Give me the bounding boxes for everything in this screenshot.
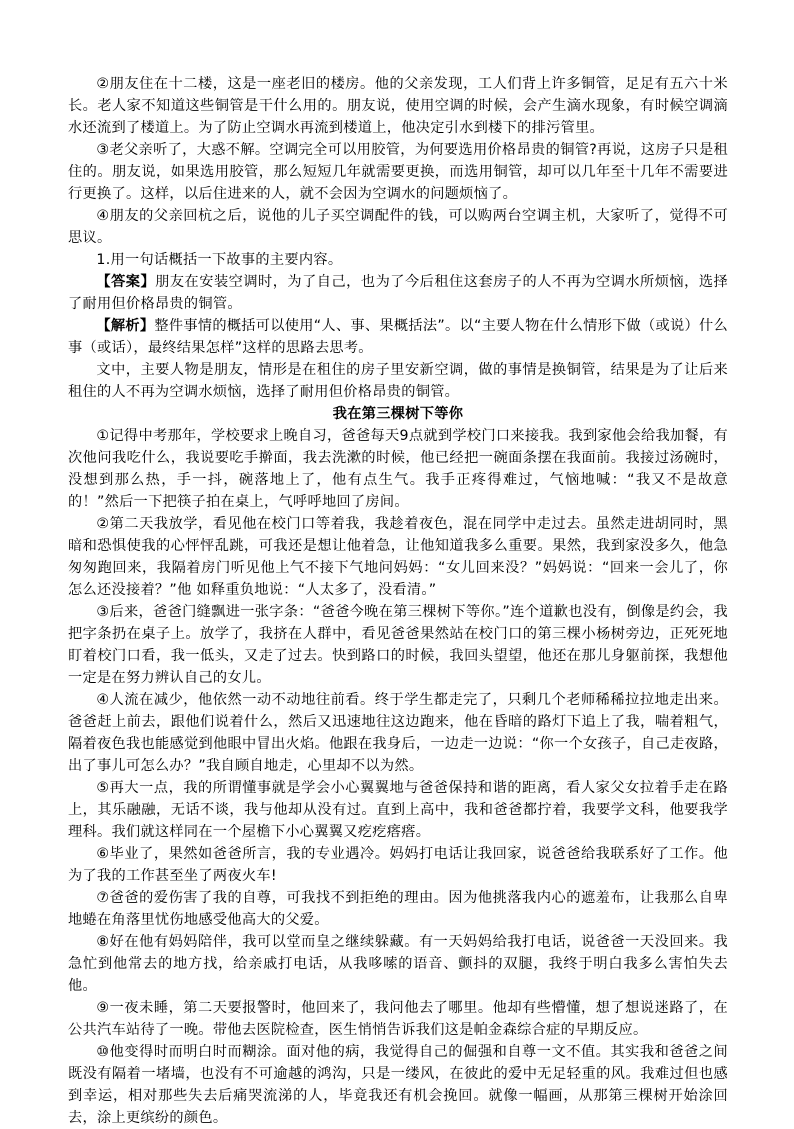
paragraph-4: ④朋友的父亲回杭之后，说他的儿子买空调配件的钱，可以购两台空调主机，大家听了，觉得不可思议。 [68,208,728,246]
story-paragraph-8: ⑧好在他有妈妈陪伴，我可以堂而皇之继续躲藏。有一天妈妈给我打电话，说爸爸一天没回来。我急忙到他常去的地方找，给亲戚打电话，从我哆嗦的语音、颤抖的双腿，我终于明白我多么害怕失去他。 [68,934,728,994]
document-page [68,73,728,1129]
story-paragraph-6: ⑥毕业了，果然如爸爸所言，我的专业遇冷。妈妈打电话让我回家，说爸爸给我联系好了工作。他为了我的工作甚至坐了两夜火车! [68,846,728,884]
story-paragraph-7: ⑦爸爸的爱伤害了我的自尊，可我找不到拒绝的理由。因为他挑落我内心的遮羞布，让我那么自卑地蜷在角落里忧伤地感受他高大的父爱。 [68,890,728,928]
story-paragraph-10: ⑩他变得时而明白时而糊涂。面对他的病，我觉得自己的倔强和自尊一文不值。其实我和爸爸之间既没有隔着一堵墙，也没有不可逾越的鸿沟，只是一缕风，在彼此的爱中无足轻重的风。我难过但也感到幸运，相对那些失去后痛哭流涕的人，毕竟我还有机会挽回。就像一幅画，从那第三棵树开始涂回去，涂上更缤纷的颜色。 [68,1044,728,1126]
answer [68,271,728,315]
analysis-label: 【解析】 [96,318,155,334]
question-1: 1.用一句话概括一下故事的主要内容。 [96,252,343,268]
story-paragraph-5: ⑤再大一点，我的所谓懂事就是学会小心翼翼地与爸爸保持和谐的距离，看人家父女拉着手走在路上，其乐融融，无话不谈，我与他却从没有过。直到上高中，我和爸爸都拧着，我要学文科，他要我学理科。我们就这样同在一个屋檐下小心翼翼又疙疙瘩瘩。 [68,780,728,840]
answer-text: 朋友在安装空调时，为了自己，也为了今后租住这套房子的人不再为空调水所烦恼，选择了耐用但价格昂贵的铜管。 [68,274,729,312]
answer-label: 【答案】 [96,274,156,290]
paragraph-3: ③老父亲听了，大惑不解。空调完全可以用胶管，为何要选用价格昂贵的铜管?再说，这房子只是租住的。朋友说，如果选用胶管，那么短短几年就需要更换，而选用铜管，却可以几年至十几年不需要进行更换了。这样，以后住进来的人，就不会因为空调水的问题烦恼了。 [68,142,728,202]
analysis-text: 整件事情的概括可以使用“人、事、果概括法”。以“主要人物在什么情形下做（或说）什么事（或话），最终结果怎样”这样的思路去思考。 [68,318,728,356]
story-paragraph-3: ③后来，爸爸门缝飘进一张字条：“爸爸今晚在第三棵树下等你。”连个道歉也没有，倒像是约会，我把字条扔在桌子上。放学了，我挤在人群中，看见爸爸果然站在校门口的第三棵小杨树旁边，正死死地盯着校门口看，我一低头，又走了过去。快到路口的时候，我回头望望，他还在那儿身躯前探，我想他一定是在努力辨认自己的女儿。 [68,604,728,686]
story-paragraph-9: ⑨一夜未睡，第二天要报警时，他回来了，我问他去了哪里。他却有些懵懂，想了想说迷路了，在公共汽车站待了一晚。带他去医院检查，医生悄悄告诉我们这是帕金森综合症的早期反应。 [68,1000,728,1038]
paragraph-2: ②朋友住在十二楼，这是一座老旧的楼房。他的父亲发现，工人们背上许多铜管，足足有五六十米长。老人家不知道这些铜管是干什么用的。朋友说，使用空调的时候，会产生滴水现象，有时候空调滴水还流到了楼道上。为了防止空调水再流到楼道上，他决定引水到楼下的排污管里。 [68,76,728,136]
story-paragraph-2: ②第二天我放学，看见他在校门口等着我，我趁着夜色，混在同学中走过去。虽然走进胡同时，黑暗和恐惧使我的心怦怦乱跳，可我还是想让他着急，让他知道我多么重要。果然，我到家没多久，他急匆匆跑回来，我隔着房门听见他上气不接下气地问妈妈：“女儿回来没？”妈妈说：“回来一会儿了，你怎么还没接着？”他 如释重负地说：“人太多了，没看清。” [68,516,728,598]
analysis [68,315,728,359]
story-title: 我在第三棵树下等你 [332,406,464,422]
story-paragraph-1: ①记得中考那年，学校要求上晚自习，爸爸每天9点就到学校门口来接我。我到家他会给我加餐，有次他问我吃什么，我说要吃手擀面，我去洗漱的时候，他已经把一碗面条摆在我面前。我接过汤碗时，没想到那么热，手一抖，碗落地上了，他有点生气。我手正疼得难过，气恼地喊：“我又不是故意的！”然后一下把筷子拍在桌上，气呼呼地回了房间。 [68,428,728,510]
story-paragraph-4: ④人流在减少，他依然一动不动地往前看。终于学生都走完了，只剩几个老师稀稀拉拉地走出来。爸爸赶上前去，跟他们说着什么，然后又迅速地往这边跑来，他在昏暗的路灯下追上了我，喘着粗气，隔着夜色我也能感觉到他眼中冒出火焰。他跟在我身后，一边走一边说：“你一个女孩子，自己走夜路，出了事儿可怎么办？”我自顾自地走，心里却不以为然。 [68,692,728,774]
analysis-paragraph-2: 文中，主要人物是朋友，情形是在租住的房子里安新空调，做的事情是换铜管，结果是为了让后来租住的人不再为空调水烦恼，选择了耐用但价格昂贵的铜管。 [68,362,728,400]
